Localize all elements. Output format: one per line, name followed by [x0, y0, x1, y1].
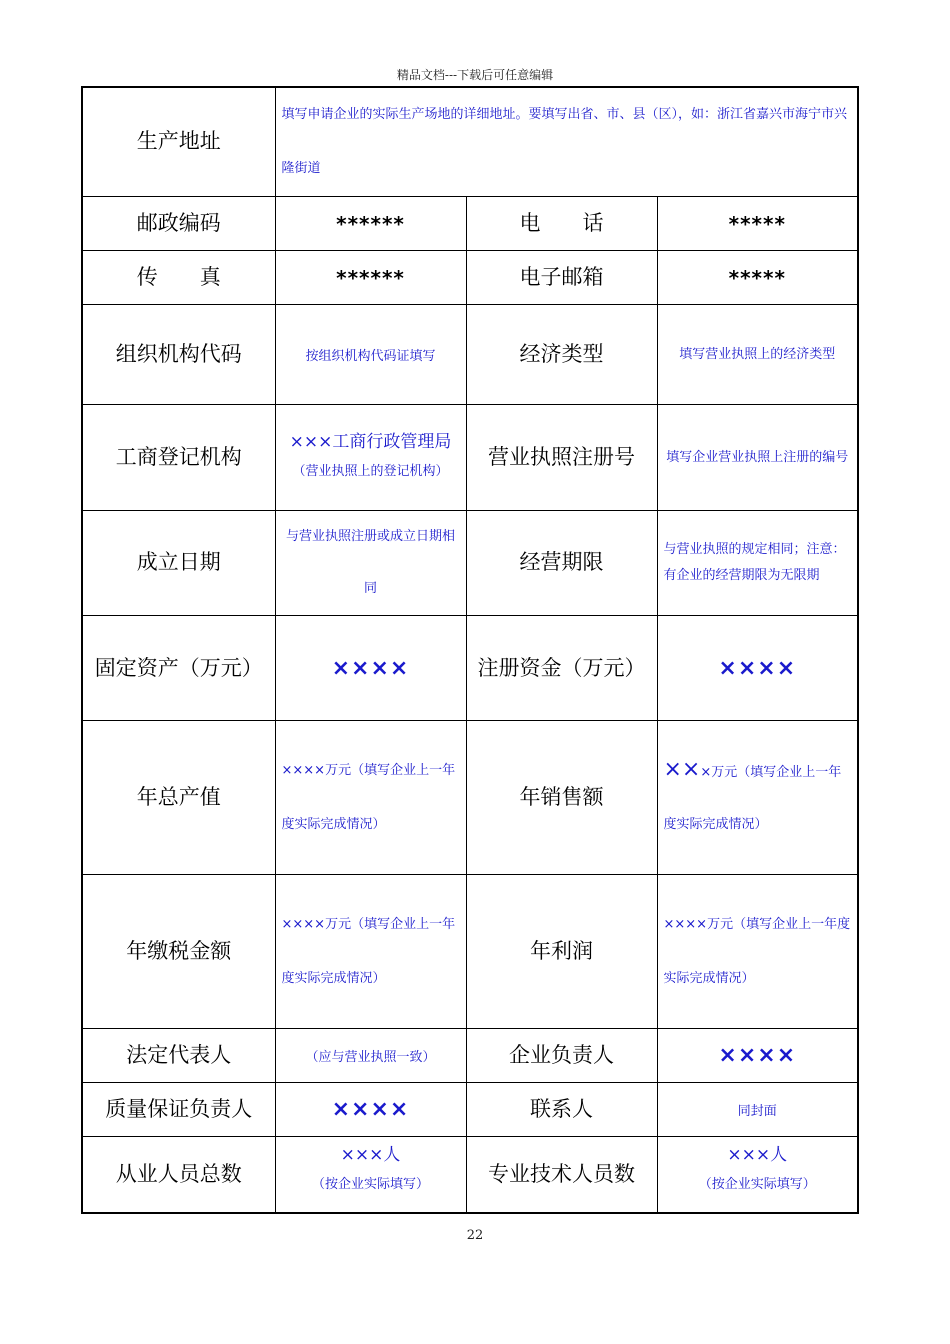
value-business-term: 与营业执照的规定相同；注意：有企业的经营期限为无限期: [657, 511, 858, 616]
row-quality: [82, 1083, 858, 1137]
value-annual-sales-prefix: ××: [663, 757, 701, 782]
value-enterprise-head: ××××: [657, 1029, 858, 1083]
value-registry-note: （营业执照上的登记机构）: [292, 463, 449, 479]
label-founding-date: 成立日期: [82, 511, 275, 616]
value-annual-profit: ××××万元（填写企业上一年度实际完成情况）: [657, 875, 858, 1029]
label-email: 电子邮箱: [466, 251, 657, 305]
row-postal: [82, 197, 858, 251]
label-business-term: 经营期限: [466, 511, 657, 616]
value-license-number: 填写企业营业执照上注册的编号: [657, 405, 858, 511]
value-technical-staff: [657, 1137, 858, 1213]
label-total-staff: 从业人员总数: [82, 1137, 275, 1213]
value-address: 填写申请企业的实际生产场地的详细地址。要填写出省、市、县（区），如：浙江省嘉兴市海宁市兴隆街道: [275, 87, 858, 197]
value-technical-staff-count: ×××人: [727, 1145, 788, 1166]
label-org-code: 组织机构代码: [82, 305, 275, 405]
label-annual-profit: 年利润: [466, 875, 657, 1029]
enterprise-info-table: [81, 86, 859, 1214]
value-registry: [275, 405, 466, 511]
label-annual-sales: 年销售额: [466, 721, 657, 875]
value-email: *****: [657, 251, 858, 305]
value-annual-sales-text: ×万元（填写企业上一年度实际完成情况）: [663, 765, 842, 832]
value-postal-code: ******: [275, 197, 466, 251]
label-economic-type: 经济类型: [466, 305, 657, 405]
label-enterprise-head: 企业负责人: [466, 1029, 657, 1083]
row-founding: [82, 511, 858, 616]
row-staff: [82, 1137, 858, 1213]
row-orgcode: [82, 305, 858, 405]
label-phone: 电 话: [466, 197, 657, 251]
value-total-staff-note: （按企业实际填写）: [311, 1177, 429, 1193]
value-registered-capital: ××××: [657, 616, 858, 721]
label-legal-rep: 法定代表人: [82, 1029, 275, 1083]
page-number: 22: [466, 1228, 484, 1243]
page-header: 精品文档---下载后可任意编辑: [396, 68, 554, 82]
value-economic-type: 填写营业执照上的经济类型: [657, 305, 858, 405]
label-annual-tax: 年缴税金额: [82, 875, 275, 1029]
label-annual-output: 年总产值: [82, 721, 275, 875]
value-technical-staff-note: （按企业实际填写）: [698, 1177, 816, 1193]
label-postal-code: 邮政编码: [82, 197, 275, 251]
value-legal-rep: （应与营业执照一致）: [275, 1029, 466, 1083]
label-technical-staff: 专业技术人员数: [466, 1137, 657, 1213]
label-registry: 工商登记机构: [82, 405, 275, 511]
label-contact: 联系人: [466, 1083, 657, 1137]
label-fax: 传 真: [82, 251, 275, 305]
row-registry: [82, 405, 858, 511]
row-legal: [82, 1029, 858, 1083]
row-tax: [82, 875, 858, 1029]
value-annual-output: ××××万元（填写企业上一年度实际完成情况）: [275, 721, 466, 875]
value-annual-tax: ××××万元（填写企业上一年度实际完成情况）: [275, 875, 466, 1029]
label-fixed-assets: 固定资产（万元）: [82, 616, 275, 721]
row-fax: [82, 251, 858, 305]
value-total-staff-count: ×××人: [340, 1145, 401, 1166]
value-founding-date: 与营业执照注册或成立日期相同: [275, 511, 466, 616]
value-annual-sales: [657, 721, 858, 875]
label-registered-capital: 注册资金（万元）: [466, 616, 657, 721]
label-license-number: 营业执照注册号: [466, 405, 657, 511]
value-org-code: 按组织机构代码证填写: [275, 305, 466, 405]
value-contact: 同封面: [657, 1083, 858, 1137]
value-total-staff: [275, 1137, 466, 1213]
value-phone: *****: [657, 197, 858, 251]
row-output: [82, 721, 858, 875]
row-address: [82, 87, 858, 197]
value-fixed-assets: ××××: [275, 616, 466, 721]
value-quality-head: ××××: [275, 1083, 466, 1137]
label-address: 生产地址: [82, 87, 275, 197]
value-fax: ******: [275, 251, 466, 305]
row-assets: [82, 616, 858, 721]
label-quality-head: 质量保证负责人: [82, 1083, 275, 1137]
value-registry-authority: ×××工商行政管理局: [289, 431, 452, 452]
